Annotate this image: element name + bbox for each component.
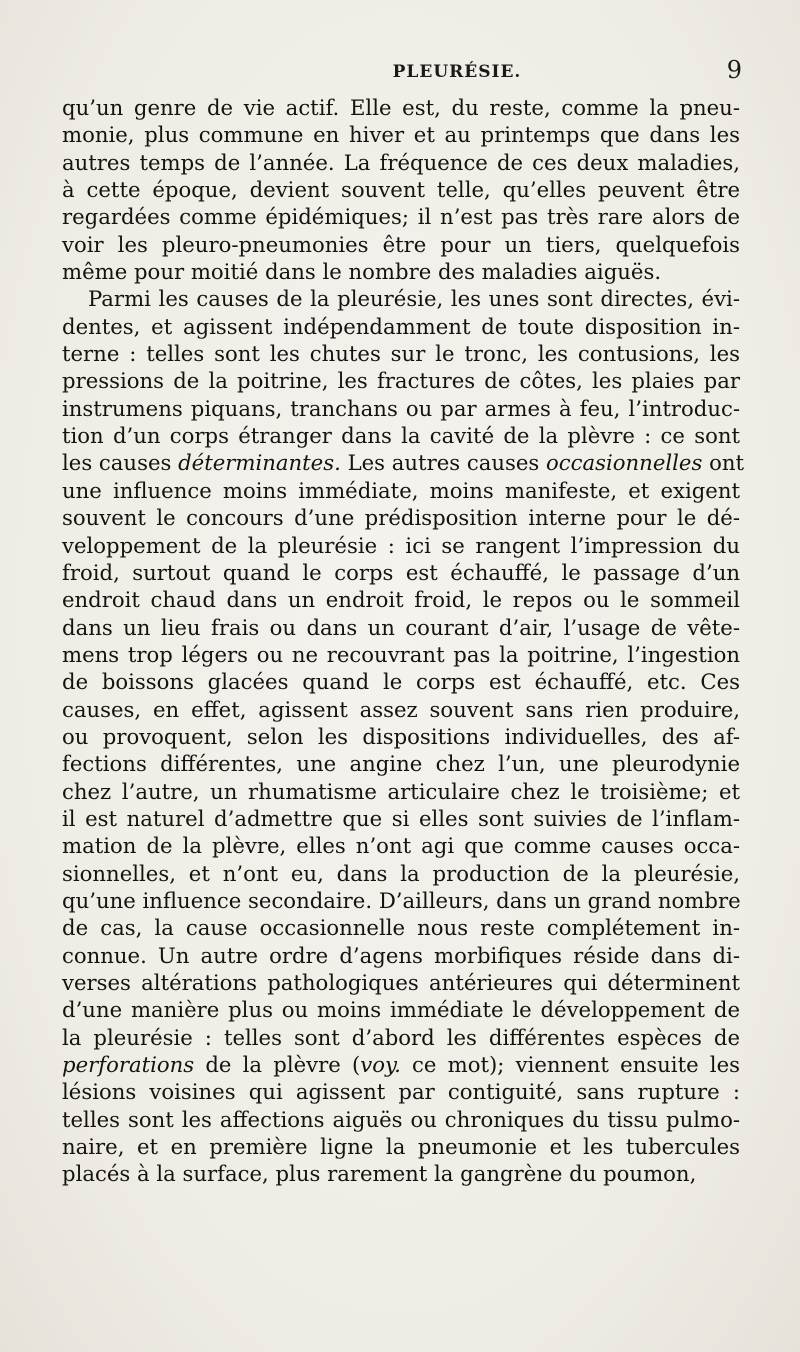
text-line: mation de la plèvre, elles n’ont agi que comme causes occa- (62, 833, 740, 859)
text-line: terne : telles sont les chutes sur le tronc, les contusions, les (62, 341, 740, 367)
page-number: 9 (726, 56, 742, 84)
text-line: chez l’autre, un rhumatisme articulaire chez le troisième; et (62, 778, 740, 804)
body-text (62, 94, 744, 1188)
text-line: tion d’un corps étranger dans la cavité de la plèvre : ce sont (62, 423, 740, 449)
text-line: dans un lieu frais ou dans un courant d’air, l’usage de vête- (62, 614, 740, 640)
italic-term: perforations (62, 1052, 195, 1078)
paragraph-1 (62, 94, 740, 285)
text-line: autres temps de l’année. La fréquence de ces deux maladies, (62, 149, 740, 175)
text-line: même pour moitié dans le nombre des maladies aiguës. (62, 259, 662, 285)
text-line: lésions voisines qui agissent par contiguité, sans rupture : (62, 1079, 740, 1105)
text-line: placés à la surface, plus rarement la gangrène du poumon, (62, 1161, 697, 1187)
text-line: froid, surtout quand le corps est échauffé, le passage d’un (62, 559, 740, 585)
text-line: la pleurésie : telles sont d’abord les différentes espèces de (62, 1024, 740, 1050)
text-line: d’une manière plus ou moins immédiate le développement de (62, 997, 740, 1023)
text-line: de boissons glacées quand le corps est échauffé, etc. Ces (62, 669, 740, 695)
text-line: souvent le concours d’une prédisposition interne pour le dé- (62, 505, 740, 531)
text-line: à cette époque, devient souvent telle, qu’elles peuvent être (62, 177, 740, 203)
text-line: endroit chaud dans un endroit froid, le repos ou le sommeil (62, 587, 740, 613)
text-line: Parmi les causes de la pleurésie, les unes sont directes, évi- (88, 286, 740, 312)
italic-term: déterminantes. (178, 450, 341, 476)
text-line: ou provoquent, selon les dispositions individuelles, des af- (62, 723, 740, 749)
italic-term: voy. (360, 1052, 401, 1078)
italic-term: occasionnelles (546, 450, 703, 476)
page-header (62, 56, 742, 92)
text-line: qu’une influence secondaire. D’ailleurs, dans un grand nombre (62, 887, 741, 913)
text-line: naire, et en première ligne la pneumonie et les tubercules (62, 1134, 740, 1160)
text-line: mens trop légers ou ne recouvrant pas la poitrine, l’ingestion (62, 641, 740, 667)
text-line: regardées comme épidémiques; il n’est pas très rare alors de (62, 204, 740, 230)
text-line: dentes, et agissent indépendamment de toute disposition in- (62, 313, 740, 339)
running-title: PLEURÉSIE. (392, 62, 522, 82)
text-line: perforations de la plèvre (voy. ce mot); viennent ensuite les (62, 1052, 740, 1078)
text-line: sionnelles, et n’ont eu, dans la production de la pleurésie, (62, 860, 740, 886)
text-line: causes, en effet, agissent assez souvent sans rien produire, (62, 696, 740, 722)
text-line: pressions de la poitrine, les fractures de côtes, les plaies par (62, 368, 740, 394)
text-line: il est naturel d’admettre que si elles sont suivies de l’inflam- (62, 805, 740, 831)
text-line: instrumens piquans, tranchans ou par armes à feu, l’introduc- (62, 395, 740, 421)
text-line: connue. Un autre ordre d’agens morbifiques réside dans di- (62, 942, 740, 968)
text-line: les causes déterminantes. Les autres causes occasionnelles ont (62, 450, 744, 476)
text-line: veloppement de la pleurésie : ici se rangent l’impression du (62, 532, 740, 558)
text-line: monie, plus commune en hiver et au printemps que dans les (62, 122, 740, 148)
text-line: une influence moins immédiate, moins manifeste, et exigent (62, 477, 740, 503)
text-line: fections différentes, une angine chez l’un, une pleurodynie (62, 751, 740, 777)
text-line: qu’un genre de vie actif. Elle est, du reste, comme la pneu- (62, 95, 740, 120)
text-line: de cas, la cause occasionnelle nous reste complétement in- (62, 915, 740, 941)
paragraph-2 (62, 285, 744, 1187)
text-line: voir les pleuro-pneumonies être pour un tiers, quelquefois (62, 231, 740, 257)
text-line: verses altérations pathologiques antérieures qui déterminent (62, 970, 740, 995)
text-line: telles sont les affections aiguës ou chroniques du tissu pulmo- (62, 1106, 740, 1132)
